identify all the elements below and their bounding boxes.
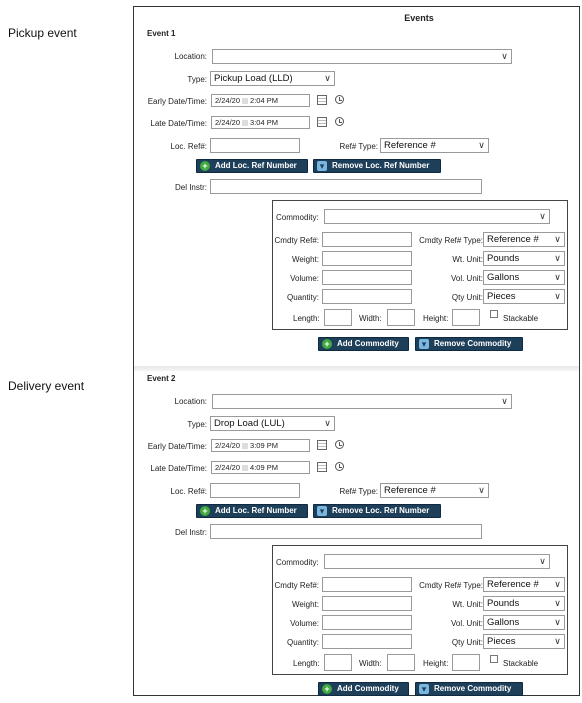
- vol-unit-label: Vol. Unit:: [450, 619, 483, 628]
- chevron-down-icon: ∨: [554, 636, 561, 646]
- stackable-label: Stackable: [503, 314, 539, 323]
- ref-type-select[interactable]: Reference # ∨: [380, 483, 489, 498]
- late-datetime-input[interactable]: 2/24/20 4:09 PM: [211, 461, 310, 474]
- del-instr-input[interactable]: [210, 524, 482, 539]
- early-datetime-label: Early Date/Time:: [147, 442, 207, 451]
- cmdty-ref-input[interactable]: [322, 232, 412, 247]
- late-datetime-input[interactable]: 2/24/20 3:04 PM: [211, 116, 310, 129]
- height-input[interactable]: [452, 309, 480, 326]
- chevron-down-icon: ∨: [554, 272, 561, 282]
- location-label: Location:: [174, 397, 207, 406]
- quantity-label: Quantity:: [286, 638, 319, 647]
- qty-unit-label: Qty Unit:: [451, 638, 483, 647]
- commodity-select[interactable]: [324, 209, 550, 224]
- calendar-icon[interactable]: [317, 117, 327, 127]
- late-datetime-label: Late Date/Time:: [150, 464, 207, 473]
- del-instr-label: Del Instr:: [174, 183, 207, 192]
- chevron-down-icon: ∨: [501, 396, 508, 406]
- type-label: Type:: [187, 75, 207, 84]
- volume-label: Volume:: [290, 619, 319, 628]
- commodity-box: [272, 200, 568, 330]
- vol-unit-label: Vol. Unit:: [450, 274, 483, 283]
- events-panel: [133, 6, 580, 696]
- type-label: Type:: [187, 420, 207, 429]
- chevron-down-icon: ∨: [554, 291, 561, 301]
- event-divider: [134, 366, 579, 371]
- trash-icon: ▾: [317, 506, 327, 516]
- commodity-box: [272, 545, 568, 675]
- chevron-down-icon: ∨: [501, 51, 508, 61]
- plus-circle-icon: +: [322, 339, 332, 349]
- plus-circle-icon: +: [322, 684, 332, 694]
- remove-commodity-button[interactable]: ▾ Remove Commodity: [415, 682, 523, 696]
- width-label: Width:: [359, 659, 382, 668]
- commodity-label: Commodity:: [276, 213, 319, 222]
- chevron-down-icon: ∨: [554, 617, 561, 627]
- cmdty-ref-type-select[interactable]: Reference # ∨: [483, 577, 565, 592]
- weight-input[interactable]: [322, 251, 412, 266]
- qty-unit-label: Qty Unit:: [451, 293, 483, 302]
- remove-loc-ref-button[interactable]: ▾ Remove Loc. Ref Number: [313, 504, 441, 518]
- add-commodity-button[interactable]: + Add Commodity: [318, 682, 409, 696]
- volume-input[interactable]: [322, 270, 412, 285]
- chevron-down-icon: ∨: [554, 598, 561, 608]
- remove-loc-ref-button[interactable]: ▾ Remove Loc. Ref Number: [313, 159, 441, 173]
- loc-ref-label: Loc. Ref#:: [170, 487, 207, 496]
- early-datetime-input[interactable]: 2/24/20 2:04 PM: [211, 94, 310, 107]
- quantity-input[interactable]: [322, 634, 412, 649]
- wt-unit-select[interactable]: Pounds ∨: [483, 251, 565, 266]
- ref-type-label: Ref# Type:: [339, 142, 378, 151]
- loc-ref-input[interactable]: [210, 483, 300, 498]
- location-label: Location:: [174, 52, 207, 61]
- commodity-select[interactable]: [324, 554, 550, 569]
- wt-unit-label: Wt. Unit:: [452, 255, 483, 264]
- type-select[interactable]: Drop Load (LUL) ∨: [210, 416, 335, 431]
- stackable-checkbox[interactable]: [490, 655, 498, 663]
- width-input[interactable]: [387, 654, 415, 671]
- cmdty-ref-input[interactable]: [322, 577, 412, 592]
- weight-input[interactable]: [322, 596, 412, 611]
- early-datetime-label: Early Date/Time:: [147, 97, 207, 106]
- del-instr-label: Del Instr:: [174, 528, 207, 537]
- trash-icon: ▾: [317, 161, 327, 171]
- early-datetime-input[interactable]: 2/24/20 3:09 PM: [211, 439, 310, 452]
- volume-label: Volume:: [290, 274, 319, 283]
- chevron-down-icon: ∨: [539, 556, 546, 566]
- trash-icon: ▾: [419, 339, 429, 349]
- height-label: Height:: [423, 659, 449, 668]
- quantity-input[interactable]: [322, 289, 412, 304]
- add-commodity-button[interactable]: + Add Commodity: [318, 337, 409, 351]
- location-select[interactable]: [212, 49, 512, 64]
- height-label: Height:: [423, 314, 449, 323]
- loc-ref-label: Loc. Ref#:: [170, 142, 207, 151]
- ref-type-label: Ref# Type:: [339, 487, 378, 496]
- trash-icon: ▾: [419, 684, 429, 694]
- pickup-event-label: Pickup event: [8, 26, 77, 40]
- weight-label: Weight:: [292, 255, 319, 264]
- cmdty-ref-label: Cmdty Ref#:: [274, 581, 319, 590]
- wt-unit-select[interactable]: Pounds ∨: [483, 596, 565, 611]
- height-input[interactable]: [452, 654, 480, 671]
- chevron-down-icon: ∨: [478, 485, 485, 495]
- clock-icon[interactable]: [335, 462, 344, 471]
- length-input[interactable]: [324, 309, 352, 326]
- calendar-icon[interactable]: [317, 440, 327, 450]
- qty-unit-select[interactable]: Pieces ∨: [483, 634, 565, 649]
- ref-type-select[interactable]: Reference # ∨: [380, 138, 489, 153]
- panel-title: Events: [404, 13, 434, 23]
- event-section: [134, 372, 579, 702]
- cmdty-ref-type-select[interactable]: Reference # ∨: [483, 232, 565, 247]
- cmdty-ref-type-label: Cmdty Ref# Type:: [419, 581, 483, 590]
- weight-label: Weight:: [292, 600, 319, 609]
- length-input[interactable]: [324, 654, 352, 671]
- quantity-label: Quantity:: [286, 293, 319, 302]
- qty-unit-select[interactable]: Pieces ∨: [483, 289, 565, 304]
- chevron-down-icon: ∨: [324, 73, 331, 83]
- clock-icon[interactable]: [335, 440, 344, 449]
- commodity-label: Commodity:: [276, 558, 319, 567]
- width-input[interactable]: [387, 309, 415, 326]
- cmdty-ref-type-label: Cmdty Ref# Type:: [419, 236, 483, 245]
- event-section: [134, 27, 579, 357]
- chevron-down-icon: ∨: [554, 253, 561, 263]
- late-datetime-label: Late Date/Time:: [150, 119, 207, 128]
- length-label: Length:: [293, 314, 320, 323]
- cmdty-ref-label: Cmdty Ref#:: [274, 236, 319, 245]
- remove-commodity-button[interactable]: ▾ Remove Commodity: [415, 337, 523, 351]
- add-loc-ref-button[interactable]: + Add Loc. Ref Number: [196, 159, 308, 173]
- chevron-down-icon: ∨: [324, 418, 331, 428]
- clock-icon[interactable]: [335, 95, 344, 104]
- del-instr-input[interactable]: [210, 179, 482, 194]
- vol-unit-select[interactable]: Gallons ∨: [483, 615, 565, 630]
- plus-circle-icon: +: [200, 161, 210, 171]
- chevron-down-icon: ∨: [539, 211, 546, 221]
- volume-input[interactable]: [322, 615, 412, 630]
- chevron-down-icon: ∨: [554, 234, 561, 244]
- type-select[interactable]: Pickup Load (LLD) ∨: [210, 71, 335, 86]
- stackable-label: Stackable: [503, 659, 539, 668]
- width-label: Width:: [359, 314, 382, 323]
- length-label: Length:: [293, 659, 320, 668]
- add-loc-ref-button[interactable]: + Add Loc. Ref Number: [196, 504, 308, 518]
- chevron-down-icon: ∨: [478, 140, 485, 150]
- chevron-down-icon: ∨: [554, 579, 561, 589]
- clock-icon[interactable]: [335, 117, 344, 126]
- event-title: Event 1: [147, 29, 176, 38]
- event-title: Event 2: [147, 374, 176, 383]
- calendar-icon[interactable]: [317, 95, 327, 105]
- location-select[interactable]: [212, 394, 512, 409]
- calendar-icon[interactable]: [317, 462, 327, 472]
- vol-unit-select[interactable]: Gallons ∨: [483, 270, 565, 285]
- wt-unit-label: Wt. Unit:: [452, 600, 483, 609]
- delivery-event-label: Delivery event: [8, 379, 85, 393]
- plus-circle-icon: +: [200, 506, 210, 516]
- loc-ref-input[interactable]: [210, 138, 300, 153]
- stackable-checkbox[interactable]: [490, 310, 498, 318]
